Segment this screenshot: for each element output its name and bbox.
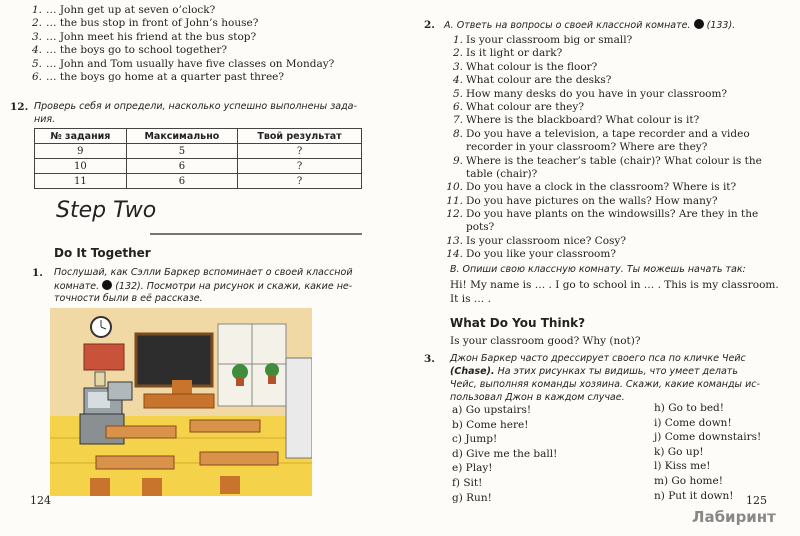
question-item <box>446 101 762 114</box>
commands-right <box>654 401 761 503</box>
list-item <box>28 44 334 57</box>
list-item-text: … the boys go home at a quarter past three? <box>46 70 284 83</box>
command-item: g) Run! <box>452 491 492 504</box>
list-item-text: … the boys go to school together? <box>46 44 228 57</box>
task1-line2 <box>54 280 352 292</box>
question-number: 12. <box>446 208 463 221</box>
list-item-number: 6. <box>31 70 42 83</box>
question-text: table (chair)? <box>466 167 538 180</box>
classroom-illustration <box>50 308 312 496</box>
question-number: 14. <box>446 248 463 261</box>
task3-line1: Джон Баркер часто дрессирует своего пса по кличке Чейс <box>450 353 746 364</box>
task3-line3: Чейс, выполняя команды хозяина. Скажи, какие команды ис- <box>450 379 760 390</box>
task2-number: 2. <box>424 19 435 31</box>
wdyt-question: Is your classroom good? Why (not)? <box>450 335 641 347</box>
question-item <box>446 74 762 87</box>
question-item <box>446 248 762 261</box>
col-header-max: Максимально <box>126 129 237 144</box>
task1-line3: точности были в её рассказе. <box>54 293 203 304</box>
question-text: Do you have plants on the windowsills? Are they in the <box>466 208 759 221</box>
question-item <box>446 34 762 47</box>
list-item <box>28 4 334 17</box>
command-item: j) Come downstairs! <box>654 431 762 444</box>
question-text: Where is the blackboard? What colour is it? <box>466 114 700 127</box>
question-text: Do you like your classroom? <box>466 248 616 261</box>
what-do-you-think-heading: What Do You Think? <box>450 316 586 330</box>
task3-line2 <box>450 366 738 377</box>
task3-line4: пользовал Джон в каждом случае. <box>450 392 625 403</box>
do-it-together-heading: Do It Together <box>54 246 151 260</box>
table-row <box>35 174 362 189</box>
command-item: l) Kiss me! <box>654 460 711 473</box>
question-text: Is your classroom big or small? <box>466 34 633 46</box>
command-item: f) Sit! <box>452 476 483 489</box>
question-number: 3. <box>452 60 463 73</box>
question-number: 9. <box>452 154 463 167</box>
blackboard <box>136 334 212 386</box>
question-text: pots? <box>466 221 495 234</box>
task12-number: 12. <box>10 101 29 113</box>
table-cell: 6 <box>126 159 237 174</box>
task1-number: 1. <box>32 267 43 279</box>
question-item <box>446 155 762 168</box>
question-number: 4. <box>452 74 463 87</box>
task11-list <box>28 4 334 84</box>
table-cell: ? <box>238 144 362 159</box>
command-item: b) Come here! <box>452 418 529 431</box>
list-item-number: 3. <box>31 30 42 43</box>
question-item <box>446 181 762 194</box>
command-item: i) Come down! <box>654 416 732 429</box>
task2-instruction-post: (133). <box>706 20 736 31</box>
task1-line2-post: (132). Посмотри на рисунок и скажи, какие не- <box>115 281 353 292</box>
commands-left <box>452 403 557 505</box>
list-item-text: … John and Tom usually have five classes on Monday? <box>46 57 335 70</box>
cd-icon <box>102 280 112 290</box>
task3-number: 3. <box>424 353 435 365</box>
list-item <box>28 17 334 30</box>
task2-questions <box>446 34 762 262</box>
page-number-right: 125 <box>746 494 767 507</box>
sample-line-1: Hi! My name is … . I go to school in … . This is my classroom. <box>450 279 779 291</box>
results-table <box>34 128 362 189</box>
list-item-text: … the bus stop in front of John’s house? <box>46 17 259 30</box>
task3-chase: (Chase). <box>450 366 495 377</box>
table-cell: ? <box>238 174 362 189</box>
cd-icon <box>694 19 704 29</box>
table-row <box>35 144 362 159</box>
question-text: Where is the teacher’s table (chair)? What colour is the <box>466 154 762 167</box>
list-item <box>28 31 334 44</box>
question-number: 5. <box>452 87 463 100</box>
question-item-continued <box>446 221 762 234</box>
question-item <box>446 208 762 221</box>
page-number-left: 124 <box>30 494 51 507</box>
table-cell: 6 <box>126 174 237 189</box>
task1-line2-pre: комнате. <box>54 281 100 292</box>
command-item: c) Jump! <box>452 433 498 446</box>
table-row <box>35 159 362 174</box>
question-item-continued <box>446 168 762 181</box>
command-item: h) Go to bed! <box>654 402 724 414</box>
question-number: 10. <box>446 181 463 194</box>
command-item: n) Put it down! <box>654 489 734 502</box>
question-text: What colour are they? <box>466 100 584 113</box>
question-text: What colour is the floor? <box>466 60 598 73</box>
task1-line1: Послушай, как Сэлли Баркер вспоминает о своей классной <box>54 267 353 278</box>
task2-instruction-pre: A. Ответь на вопросы о своей классной комнате. <box>444 20 691 31</box>
command-item: m) Go home! <box>654 474 723 487</box>
question-item-continued <box>446 141 762 154</box>
table-header-row <box>35 129 362 144</box>
col-header-task: № задания <box>35 129 127 144</box>
question-text: What colour are the desks? <box>466 74 612 87</box>
col-header-result: Твой результат <box>238 129 362 144</box>
list-item-number: 5. <box>31 57 42 70</box>
task12-instruction-1: Проверь себя и определи, насколько успешно выполнены зада- <box>34 101 357 112</box>
step-title: Step Two <box>56 198 157 223</box>
question-number: 7. <box>452 114 463 127</box>
list-item-text: … John meet his friend at the bus stop? <box>46 30 257 43</box>
list-item <box>28 58 334 71</box>
task3-line2-rest: На этих рисунках ты видишь, что умеет делать <box>497 366 738 377</box>
table-cell: 9 <box>35 144 127 159</box>
question-item <box>446 88 762 101</box>
question-item <box>446 114 762 127</box>
list-item-number: 1. <box>31 4 42 16</box>
table-cell: 11 <box>35 174 127 189</box>
task2-part-b: B. Опиши свою классную комнату. Ты можешь начать так: <box>450 264 746 275</box>
question-item <box>446 128 762 141</box>
question-text: Do you have a clock in the classroom? Where is it? <box>466 181 737 194</box>
command-item: k) Go up! <box>654 445 704 458</box>
command-item: d) Give me the ball! <box>452 447 558 460</box>
question-number: 2. <box>452 47 463 60</box>
question-item <box>446 61 762 74</box>
list-item-number: 2. <box>31 17 42 30</box>
watermark: Лабиринт <box>692 508 776 526</box>
question-item <box>446 235 762 248</box>
question-number: 11. <box>446 194 463 207</box>
table-cell: 5 <box>126 144 237 159</box>
command-item: e) Play! <box>452 462 493 475</box>
list-item-text: … John get up at seven o’clock? <box>46 4 216 16</box>
task2-instruction <box>444 19 735 31</box>
question-number: 1. <box>452 34 463 46</box>
question-number: 6. <box>452 100 463 113</box>
divider <box>150 233 362 235</box>
table-cell: 10 <box>35 159 127 174</box>
question-text: recorder in your classroom? Where are they? <box>466 141 708 154</box>
list-item <box>28 71 334 84</box>
task12-instruction-2: ния. <box>34 114 56 125</box>
sample-line-2: It is … . <box>450 293 491 305</box>
question-number: 8. <box>452 127 463 140</box>
table-cell: ? <box>238 159 362 174</box>
question-item <box>446 47 762 60</box>
question-text: Is your classroom nice? Cosy? <box>466 234 626 247</box>
list-item-number: 4. <box>31 44 42 57</box>
question-text: How many desks do you have in your classroom? <box>466 87 728 100</box>
question-text: Is it light or dark? <box>466 47 563 60</box>
question-text: Do you have pictures on the walls? How many? <box>466 194 718 207</box>
question-text: Do you have a television, a tape recorder and a video <box>466 127 750 140</box>
question-item <box>446 195 762 208</box>
question-number: 13. <box>446 234 463 247</box>
right-page <box>400 0 800 536</box>
command-item: a) Go upstairs! <box>452 404 532 416</box>
